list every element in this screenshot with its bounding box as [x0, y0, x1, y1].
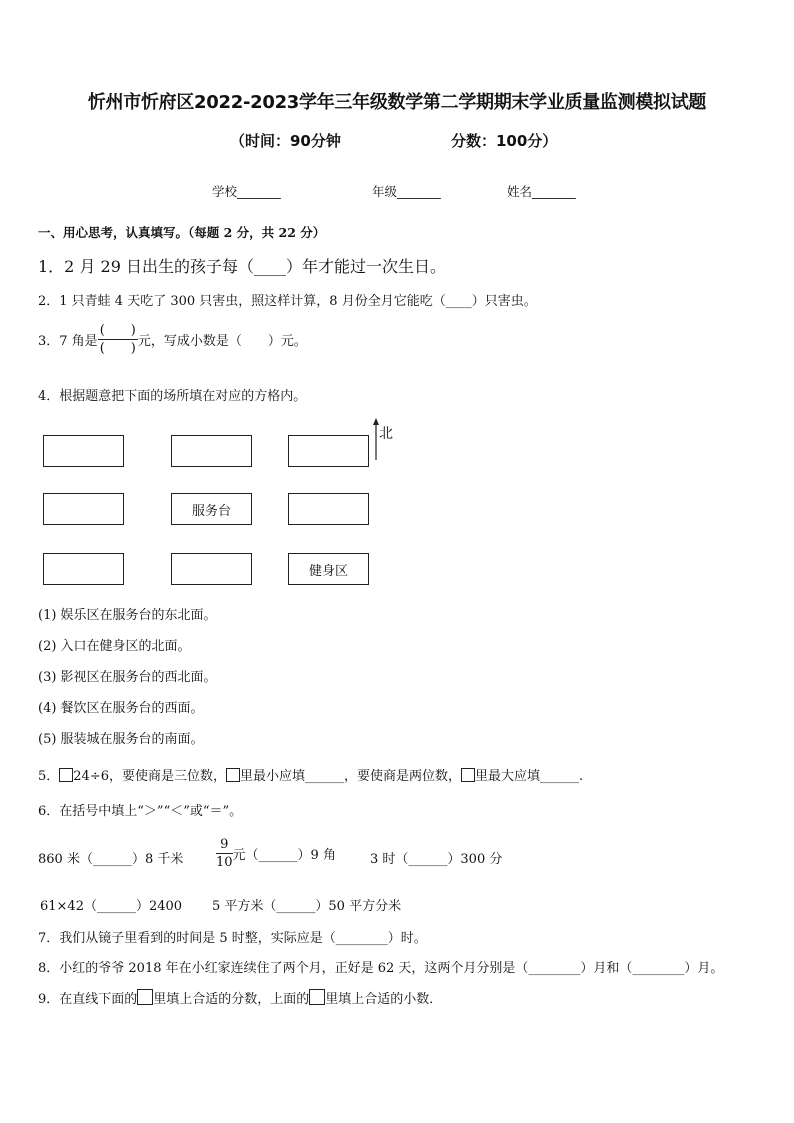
question-3-suffix: 元，写成小数是（ ）元。 [137, 334, 307, 349]
question-1: 1．2 月 29 日出生的孩子每（____）年才能过一次生日。 [38, 257, 446, 276]
question-3 [38, 322, 307, 357]
blank-square [226, 768, 240, 782]
question-5 [38, 765, 583, 784]
grid-box-r3c1 [43, 553, 124, 585]
page-title: 忻州市忻府区2022-2023学年三年级数学第二学期期末学业质量监测模拟试题 [87, 92, 707, 113]
question-5-number: 5． [38, 769, 60, 784]
question-4-item-1: (1) 娱乐区在服务台的东北面。 [38, 608, 217, 623]
grid-box-r2c3 [288, 493, 369, 525]
grid-box-service: 服务台 [171, 493, 252, 525]
question-9-text-1: 9．在直线下面的 [38, 992, 138, 1007]
question-9-text-2: 里填上合适的分数，上面的 [153, 992, 310, 1007]
compare-item-3: 3 时（______）300 分 [370, 852, 503, 867]
blank-square [137, 989, 153, 1005]
question-5-text-1: 24÷6，要使商是三位数， [73, 769, 226, 784]
question-2: 2．1 只青蛙 4 天吃了 300 只害虫，照这样计算，8 月份全月它能吃（____）只害虫。 [38, 294, 537, 309]
section-heading: 一、用心思考，认真填写。（每题 2 分，共 22 分） [38, 225, 326, 240]
time-label: （时间：90分钟 [230, 132, 341, 150]
compare-item-1: 860 米（______）8 千米 [38, 852, 184, 867]
grade-label: 年级_______ [372, 184, 441, 199]
blank-square [59, 768, 73, 782]
question-4-item-5: (5) 服装城在服务台的南面。 [38, 732, 204, 747]
question-9-text-3: 里填上合适的小数． [325, 992, 443, 1007]
grid-box-r1c2 [171, 435, 252, 467]
blank-square [461, 768, 475, 782]
north-label: 北 [379, 426, 393, 442]
grid-box-gym: 健身区 [288, 553, 369, 585]
blank-square [309, 989, 325, 1005]
question-6: 6．在括号中填上“＞”“＜”或“＝”。 [38, 804, 243, 819]
score-label: 分数：100分） [451, 132, 558, 150]
fraction-numerator: ( ) [99, 323, 136, 338]
fraction-numerator: 9 [216, 836, 233, 854]
grid-box-r1c1 [43, 435, 124, 467]
question-9 [38, 988, 442, 1007]
question-5-text-2: 里最小应填______，要使商是两位数， [240, 769, 462, 784]
question-4: 4．根据题意把下面的场所填在对应的方格内。 [38, 389, 307, 404]
fraction-denominator: 10 [216, 855, 233, 870]
grid-box-r1c3 [288, 435, 369, 467]
compare-item-2 [216, 836, 336, 871]
question-8: 8．小红的爷爷 2018 年在小红家连续住了两个月，正好是 62 天，这两个月分别是（________）月和（________）月。 [38, 961, 724, 976]
question-4-item-4: (4) 餐饮区在服务台的西面。 [38, 701, 204, 716]
question-7: 7．我们从镜子里看到的时间是 5 时整，实际应是（________）时。 [38, 931, 427, 946]
name-label: 姓名_______ [507, 184, 576, 199]
fraction-denominator: ( ) [99, 341, 136, 356]
fraction-9-10 [216, 836, 233, 871]
fraction-blank [98, 322, 138, 357]
grid-box-r3c2 [171, 553, 252, 585]
question-3-prefix: 3．7 角是 [38, 334, 98, 349]
question-4-item-3: (3) 影视区在服务台的西北面。 [38, 670, 217, 685]
question-4-item-2: (2) 入口在健身区的北面。 [38, 639, 191, 654]
compare-item-2-text: 元（______）9 角 [232, 848, 336, 863]
compare-item-4: 61×42（______）2400 [40, 899, 183, 914]
question-5-text-3: 里最大应填______. [475, 769, 584, 784]
compare-item-5: 5 平方米（______）50 平方分米 [212, 899, 402, 914]
grid-box-r2c1 [43, 493, 124, 525]
school-label: 学校_______ [212, 184, 281, 199]
